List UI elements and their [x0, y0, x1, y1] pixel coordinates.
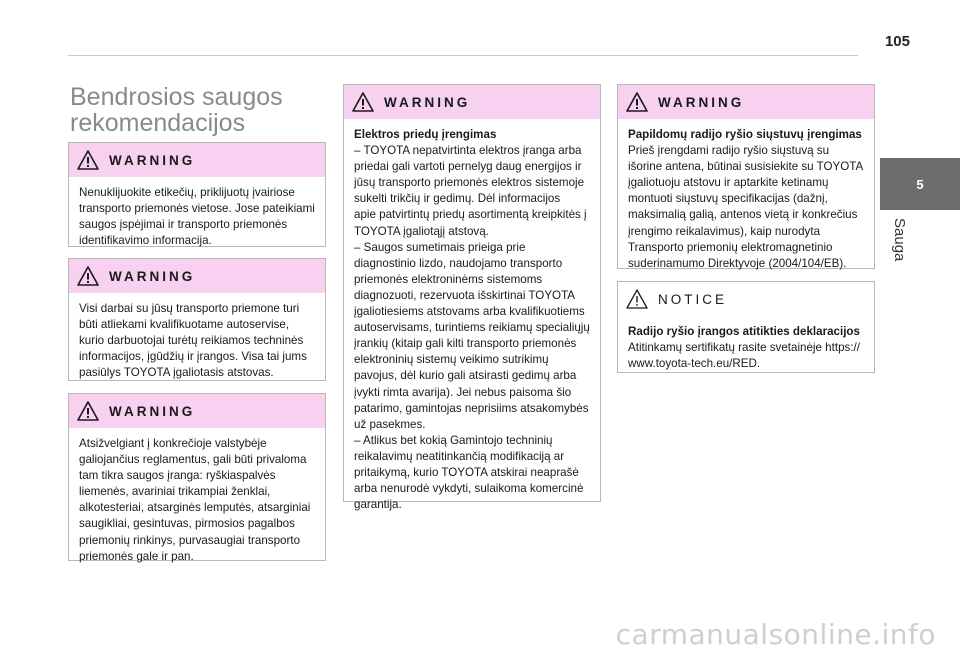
warning-triangle-icon — [77, 401, 99, 421]
page-number: 105 — [884, 33, 910, 50]
warning-triangle-icon — [77, 150, 99, 170]
notice-header — [618, 282, 874, 316]
chapter-label-text: Sauga — [891, 218, 908, 262]
chapter-tab[interactable]: 5 — [880, 158, 960, 210]
warning-header — [618, 85, 874, 119]
notice-text: Atitinkamų sertifikatų rasite svetainėje https:// www.toyota-tech.eu/RED. — [628, 341, 860, 371]
notice-triangle-icon — [626, 289, 648, 309]
warning-triangle-icon — [626, 92, 648, 112]
warning-triangle-icon — [77, 266, 99, 286]
warning-box-radio — [617, 84, 875, 269]
chapter-label — [893, 218, 911, 298]
section-title-line2: rekomendacijos — [70, 109, 246, 137]
warning-label: WARNING — [658, 94, 745, 110]
warning-header — [344, 85, 600, 119]
warning-label: WARNING — [384, 94, 471, 110]
warning-heading: Elektros priedų įrengimas — [354, 128, 497, 141]
warning-box-labels — [68, 142, 326, 247]
header-rule — [68, 55, 858, 56]
warning-box-electrical — [343, 84, 601, 512]
warning-heading: Papildomų radijo ryšio siųstuvų įrengimas — [628, 128, 862, 141]
watermark: carmanualsonline.info — [615, 618, 936, 651]
notice-label: NOTICE — [658, 291, 728, 307]
notice-box-conformity — [617, 281, 875, 373]
warning-header — [69, 143, 325, 177]
warning-label: WARNING — [109, 152, 196, 168]
warning-text: Atsižvelgiant į konkrečioje valstybėje galiojančius reglamentus, gali būti privaloma tam tikra saugos įranga: ryškiaspalvės liemenės, avariniai trikampiai ženklai, alkotesteriai, atsarginės lemputės, atsarginiai saugikliai, gesintuvas, pirmosios pagalbos priemonių rinkinys, purvasaugiai transporto priemonės gale ir pan. — [79, 437, 311, 563]
warning-text: Visi darbai su jūsų transporto priemone turi būti atliekami kvalifikuotame autoservise, kurio darbuotojai turėtų reikiamos techninės informacijos, įgūdžių ir įrangos. Visa tai jums pasiūlys TOYOTA įgaliotasis atstovas. — [79, 302, 307, 380]
warning-text: – TOYOTA nepatvirtinta elektros įranga arba priedai gali vartoti pernelyg daug energijos ir jūsų transporto priemonės elektros sistemoje sukelti trikčių ir gedimų. Dėl informacijos apie patvirtintų priedų asortimentą kreipkitės į TOYOTA įgaliotąjį atstovą. – Saugos sumetimais prieiga prie diagnostinio lizdo, naudojamo transporto priemonės elektroninėms sistemoms diagnozuoti, rezervuota išskirtinai TOYOTA įgaliotiesiems atstovams arba kvalifikuotiems autoservisams, turintiems reikiamų specialiųjų įrankių (kitaip gali kilti transporto priemonės elektroninių sistemų veikimo sutrikimų pavojus, dėl kurio gali atsirasti gedimų arba įvykti rimta avarija). Jei nebus paisoma šio patarimo, gamintojas neprisiims atsakomybės už pasekmes. – Atlikus bet kokią Gamintojo techninių reikalavimų neatitinkančią modifikaciją ar pritaikymą, kurio TOYOTA atskirai neaprašė arba nenurodė vykdyti, sulaikoma komercinė garantija. — [354, 144, 590, 512]
warning-box-service — [68, 258, 326, 381]
warning-label: WARNING — [109, 268, 196, 284]
warning-header — [69, 259, 325, 293]
notice-heading: Radijo ryšio įrangos atitikties deklaracijos — [628, 325, 860, 338]
warning-text: Nenuklijuokite etikečių, priklijuotų įvairiose transporto priemonės vietose. Jose pateikiami saugos įspėjimai ir transporto priemonės identifikavimo informacija. — [79, 186, 315, 248]
warning-label: WARNING — [109, 403, 196, 419]
warning-triangle-icon — [352, 92, 374, 112]
warning-box-equipment — [68, 393, 326, 561]
section-title — [70, 84, 330, 136]
warning-text: Prieš įrengdami radijo ryšio siųstuvą su išorine antena, būtinai susisiekite su TOYOTA įgaliotuoju atstovu ir aptarkite ketinamų montuoti siųstuvų specifikacijas (dažnį, maksimalią galią, antenos vietą ir konkrečius įrengimo reikalavimus), kaip nurodyta Transporto priemonių elektromagnetinio suderinamumo Direktyvoje (2004/104/EB). — [628, 144, 864, 270]
warning-header — [69, 394, 325, 428]
section-title-line1: Bendrosios saugos — [70, 83, 283, 111]
